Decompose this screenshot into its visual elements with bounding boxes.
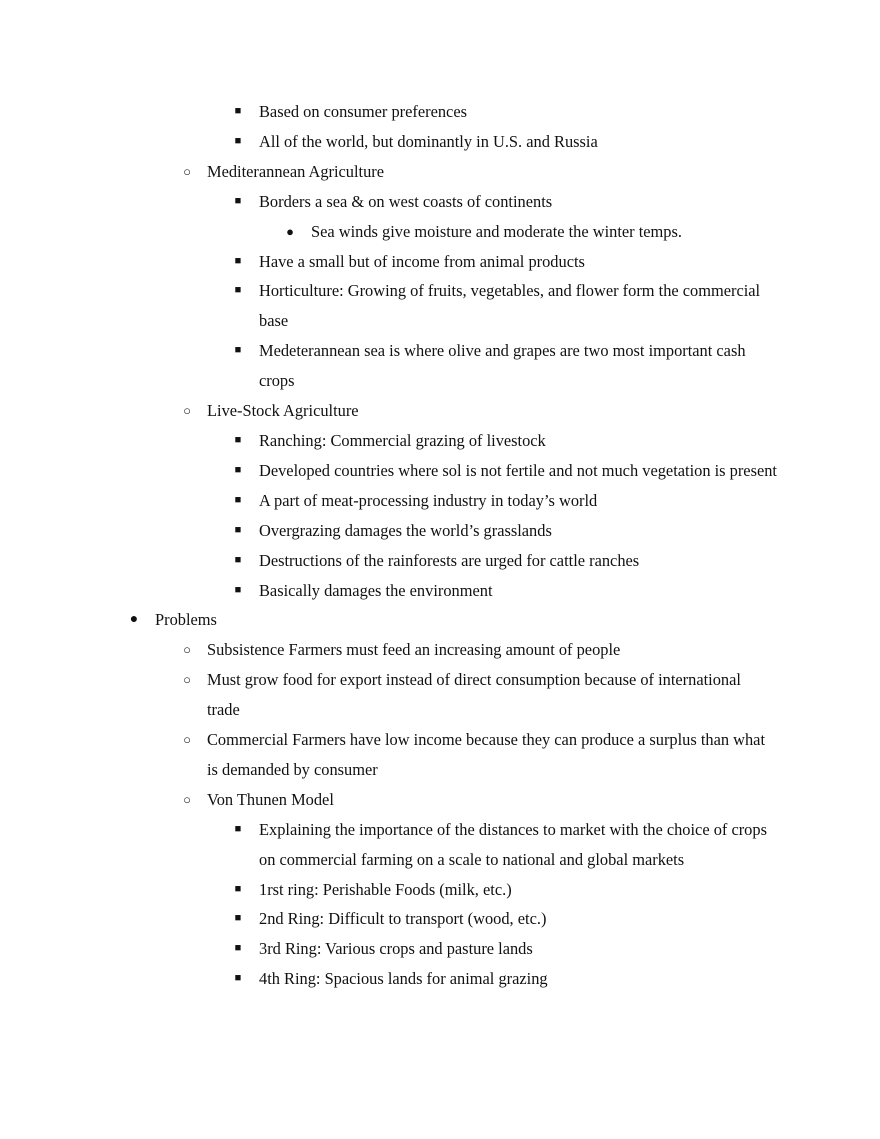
- square-bullet-icon: ■: [234, 822, 242, 835]
- square-bullet-icon: ■: [234, 583, 242, 596]
- list-item: [0, 516, 880, 546]
- list-item: [0, 546, 880, 576]
- hollow-circle-bullet-icon: ○: [183, 163, 191, 179]
- square-bullet-icon: ■: [234, 523, 242, 536]
- list-item-text: 2nd Ring: Difficult to transport (wood, etc.): [259, 909, 547, 929]
- list-item-text: Overgrazing damages the world’s grasslands: [259, 520, 552, 540]
- hollow-circle-bullet-icon: ○: [183, 403, 191, 419]
- hollow-circle-bullet-icon: ○: [183, 791, 191, 807]
- square-bullet-icon: ■: [234, 463, 242, 476]
- list-item: [0, 815, 880, 875]
- list-item-text: Live-Stock Agriculture: [207, 401, 359, 421]
- list-item: [0, 576, 880, 606]
- square-bullet-icon: ■: [234, 433, 242, 446]
- list-item-text: Destructions of the rainforests are urged for cattle ranches: [259, 550, 640, 570]
- list-item-text: Commercial Farmers have low income because they can produce a surplus than what is demanded by consumer: [207, 730, 766, 779]
- list-item-text: 1rst ring: Perishable Foods (milk, etc.): [259, 879, 512, 899]
- list-item-text: Von Thunen Model: [207, 789, 334, 809]
- list-item: [0, 486, 880, 516]
- list-item-text: 3rd Ring: Various crops and pasture lands: [259, 939, 533, 959]
- list-item: [0, 336, 880, 396]
- square-bullet-icon: ■: [234, 882, 242, 895]
- list-item: [0, 157, 880, 187]
- list-item-text: Ranching: Commercial grazing of livestock: [259, 430, 546, 450]
- list-item: [0, 725, 880, 785]
- list-item: [0, 247, 880, 277]
- hollow-circle-bullet-icon: ○: [183, 642, 191, 658]
- list-item: [0, 456, 880, 486]
- list-item: [0, 426, 880, 456]
- list-item: [0, 904, 880, 934]
- list-item-text: All of the world, but dominantly in U.S. and Russia: [259, 131, 598, 151]
- list-item-text: Subsistence Farmers must feed an increasing amount of people: [207, 640, 621, 660]
- square-bullet-icon: ■: [234, 134, 242, 147]
- filled-circle-bullet-icon: ●: [286, 223, 294, 239]
- list-item: [0, 97, 880, 127]
- list-item: [0, 276, 880, 336]
- list-item: [0, 635, 880, 665]
- square-bullet-icon: ■: [234, 105, 242, 117]
- list-item-text: A part of meat-processing industry in today’s world: [259, 490, 598, 510]
- square-bullet-icon: ■: [234, 942, 242, 955]
- square-bullet-icon: ■: [234, 344, 242, 357]
- filled-circle-bullet-icon: ●: [129, 612, 139, 628]
- list-item-text: Sea winds give moisture and moderate the winter temps.: [311, 221, 682, 241]
- list-item-text: Problems: [155, 610, 217, 630]
- hollow-circle-bullet-icon: ○: [183, 732, 191, 748]
- square-bullet-icon: ■: [234, 912, 242, 925]
- list-item-text: 4th Ring: Spacious lands for animal grazing: [259, 969, 548, 989]
- list-item: [0, 934, 880, 964]
- list-item: [0, 127, 880, 157]
- list-item-text: Developed countries where sol is not fertile and not much vegetation is present: [259, 460, 777, 480]
- list-item-text: Have a small but of income from animal products: [259, 251, 585, 271]
- square-bullet-icon: ■: [234, 493, 242, 506]
- list-item-text: Horticulture: Growing of fruits, vegetables, and flower form the commercial base: [259, 281, 761, 331]
- list-item-text: Medeterannean sea is where olive and grapes are two most important cash crops: [259, 341, 746, 391]
- list-item: [0, 875, 880, 905]
- list-item: [0, 187, 880, 217]
- list-item-text: Explaining the importance of the distances to market with the choice of crops on commercial farming on a scale to national and global markets: [259, 819, 767, 869]
- square-bullet-icon: ■: [234, 972, 242, 985]
- list-item-text: Must grow food for export instead of direct consumption because of international trade: [207, 670, 741, 720]
- list-item: [0, 665, 880, 725]
- list-item-text: Borders a sea & on west coasts of continents: [259, 191, 553, 211]
- list-item-text: Basically damages the environment: [259, 580, 493, 600]
- list-item: [0, 964, 880, 994]
- list-item-text: Based on consumer preferences: [259, 102, 467, 121]
- list-item-text: Mediterannean Agriculture: [207, 161, 385, 181]
- outline-list: [0, 97, 880, 994]
- list-item: [0, 605, 880, 635]
- square-bullet-icon: ■: [234, 194, 242, 207]
- list-item: [0, 217, 880, 247]
- square-bullet-icon: ■: [234, 254, 242, 267]
- square-bullet-icon: ■: [234, 553, 242, 566]
- hollow-circle-bullet-icon: ○: [183, 672, 191, 688]
- list-item: [0, 785, 880, 815]
- square-bullet-icon: ■: [234, 284, 242, 297]
- list-item: [0, 396, 880, 426]
